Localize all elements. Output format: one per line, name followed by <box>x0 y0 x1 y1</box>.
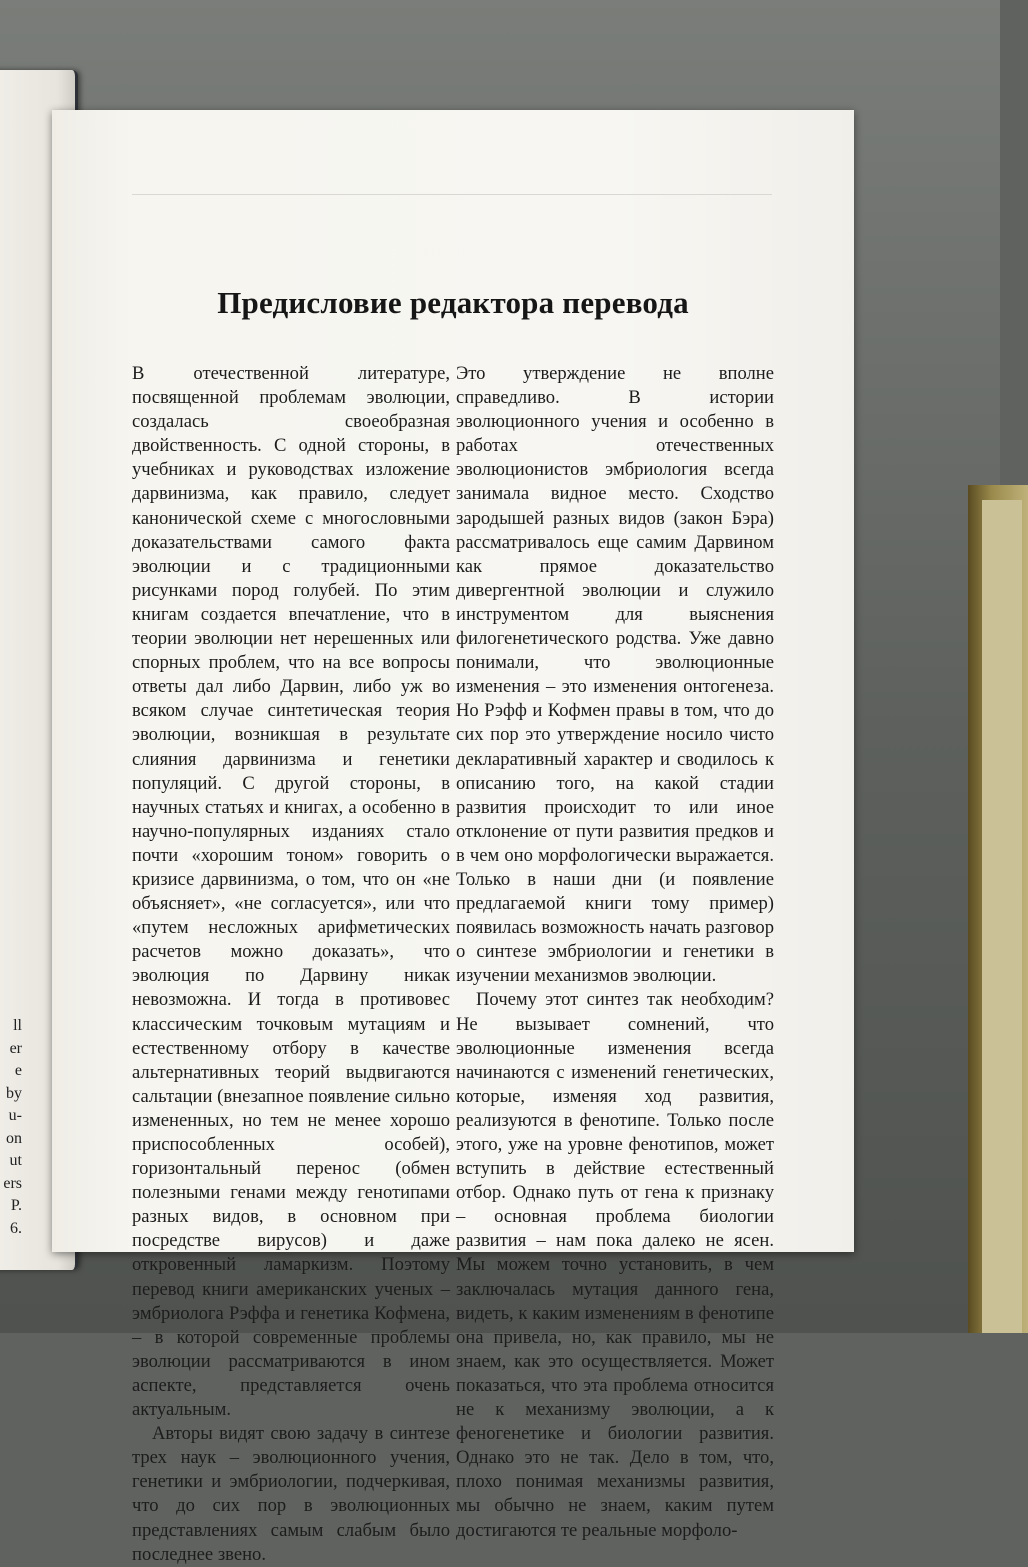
paragraph: Почему этот синтез так необходим? Не вызывает сомнений, что эволюционные изменения всегда начинаются с изменений генетических, которые, изменяя ход развития, реализуются в фенотипе. Только после этого, уже на уровне фенотипов, может вступить в действие естественный отбор. Однако путь от гена к признаку – основная проблема биологии развития – нам пока далеко не ясен. Мы можем точно установить, в чем заключалась мутация данного гена, видеть, к каким изменениям в фенотипе она привела, но, как правило, мы не знаем, как это осуществляется. Может показаться, что эта проблема относится не к механизму эволюции, а к феногенетике и биологии развития. Однако это не так. Дело в том, что, плохо понимая механизмы развития, мы обычно не знаем, каким путем достигаются те реальные морфоло- <box>456 989 774 1541</box>
paragraph: В отечественной литературе, посвященной проблемам эволюции, создалась своеобразная двойственность. С одной стороны, в учебниках и руководствах изложение дарвинизма, как правило, следует канонической схеме с многословными доказательствами самого факта эволюции и с традиционными рисунками пород голубей. По этим книгам создается впечатление, что в теории эволюции нет нерешенных или спорных проблем, что на все вопросы ответы дал либо Дарвин, либо уж во всяком случае синтетическая теория эволюции, возникшая в результате слияния дарвинизма и генетики популяций. С другой стороны, в научных статьях и книгах, а особенно в научно-популярных изданиях стало почти «хорошим тоном» говорить о кризисе дарвинизма, о том, что он «не объясняет», «не согласуется», или что «путем несложных арифметических расчетов можно доказать», что эволюция по Дарвину никак невозможна. И тогда в противовес классическим точковым мутациям и естественному отбору в качестве альтернативных теорий выдвигаются сальтации (внезапное появление сильно измененных, но тем не менее хорошо приспособленных особей), горизонтальный перенос (обмен полезными генами между генотипами разных видов, в основном при посредстве вирусов) и даже откровенный ламаркизм. Поэтому перевод книги американских ученых – эмбриолога Рэффа и генетика Кофмена, – в которой современные проблемы эволюции рассматриваются в ином аспекте, представляется очень актуальным. <box>132 363 450 1421</box>
fragment-line: er <box>9 1039 22 1057</box>
fragment-line: 6. <box>10 1219 22 1237</box>
fragment-line: ll <box>13 1017 22 1034</box>
paragraph: Это утверждение не вполне справедливо. В истории эволюционного учения и особенно в работах отечественных эволюционистов эмбриология всегда занимала видное место. Сходство зародышей разных видов (закон Бэра) рассматривалось еще самим Дарвином как прямое доказательство дивергентной эволюции и служило инструментом для выяснения филогенетического родства. Уже давно понимали, что эволюционные изменения – это изменения онтогенеза. Но Рэфф и Кофмен правы в том, что до сих пор это утверждение носило чисто декларативный характер и сводилось к описанию того, на какой стадии развития происходит то или иное отклонение от пути развития предков и в чем оно морфологически выражается. Только в наши дни (и появление предлагаемой книги тому пример) появилась возможность начать разговор о синтезе эмбриологии и генетики в изучении механизмов эволюции. <box>456 363 774 987</box>
book-page <box>52 110 854 1565</box>
fragment-line: P. <box>10 1197 22 1214</box>
text-column-right <box>456 362 774 1543</box>
show-through-rule <box>132 194 772 195</box>
fragment-line: u- <box>8 1107 22 1124</box>
fragment-line: on <box>6 1129 22 1147</box>
fragment-line: by <box>6 1084 22 1102</box>
adjacent-object-edge <box>982 500 1022 1333</box>
paragraph: Авторы видят свою задачу в синтезе трех наук – эволюционного учения, генетики и эмбриологии, подчеркивая, что до сих пор в эволюционных представлениях самым слабым было последнее звено. <box>132 1423 450 1565</box>
page-title: Предисловие редактора перевода <box>217 285 689 320</box>
fragment-line: ers <box>3 1174 22 1192</box>
fragment-line: e <box>14 1062 22 1079</box>
text-column-left <box>132 362 450 1567</box>
fragment-line: ut <box>9 1152 22 1169</box>
adjacent-page-text <box>0 1015 22 1240</box>
